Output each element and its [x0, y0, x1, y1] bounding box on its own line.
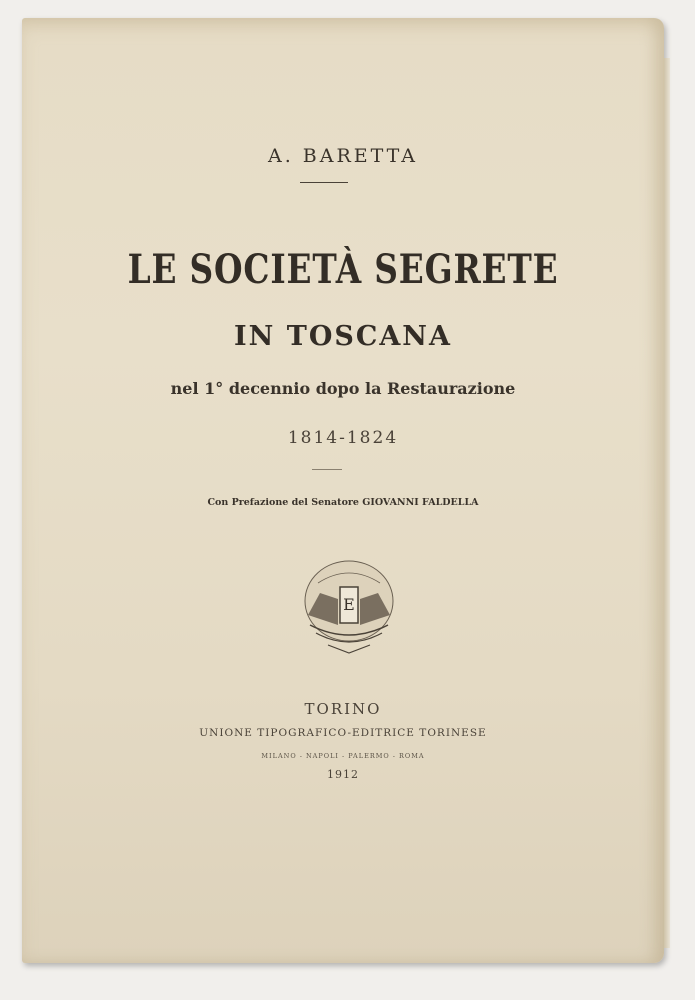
publication-city: TORINO [304, 700, 382, 718]
branch-cities: MILANO - NAPOLI - PALERMO - ROMA [261, 752, 425, 760]
preface-credit: Con Prefazione del Senatore GIOVANNI FALDELLA [207, 497, 479, 508]
publisher-name: UNIONE TIPOGRAFICO-EDITRICE TORINESE [199, 727, 487, 739]
book-description: nel 1° decennio dopo la Restaurazione [170, 379, 516, 398]
svg-text:E: E [343, 595, 355, 614]
author-name: A. BARETTA [267, 145, 419, 167]
book-subtitle: IN TOSCANA [234, 321, 452, 352]
publication-year: 1912 [327, 768, 359, 781]
book-years: 1814-1824 [287, 428, 399, 448]
book-title: LE SOCIETÀ SEGRETE [127, 246, 559, 293]
divider-rule-top [300, 182, 348, 183]
book-cover [22, 18, 664, 963]
publisher-emblem-icon [298, 553, 400, 661]
divider-rule-middle [312, 469, 342, 470]
